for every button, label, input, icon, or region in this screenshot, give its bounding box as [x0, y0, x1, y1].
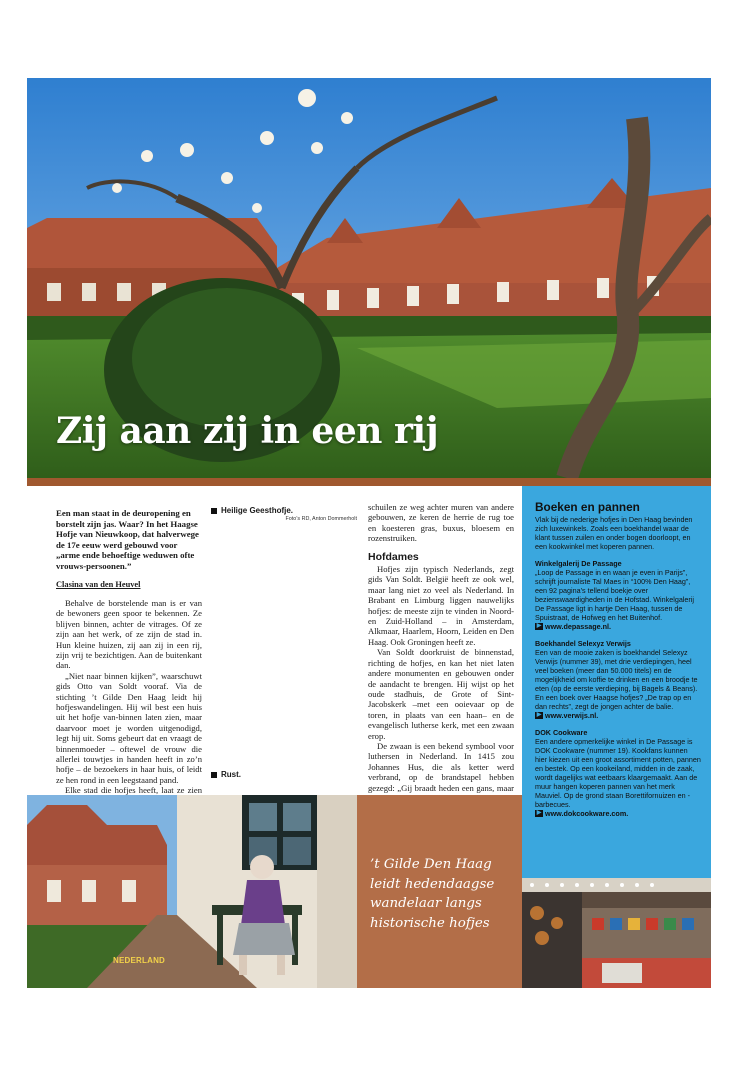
sidebar-box: [522, 486, 711, 878]
article-intro: Een man staat in de deuropening en borstelt zijn jas. Waar? In het Haagse Hofje van Nieuwkoop, dat halverwege de 17e eeuw werd gebouwd voor „arme ende behoeftige weduwen ofte vrouws-persoonen.”: [56, 508, 199, 571]
caption-bullet-icon: [211, 508, 217, 514]
paragraph: Behalve de borstelende man is er van de bewoners geen spoor te bekennen. Ze blijven binnen, achter de vitrages. Of ze zijn aan het werk, of ze zijn de stad in. Hun kleine huizen, zij aan zij in een rij, zijn vrij te bezichtigen. Aan de buitenkant dan.: [56, 597, 202, 671]
watermark: NEDERLAND: [113, 956, 166, 965]
byline: Clasina van den Heuvel: [56, 579, 141, 589]
shop-text: Een andere opmerkelijke winkel in De Passage is DOK Cookware (nummer 19). Kookfans kunnen hier kiezen uit een groot assortiment potten, pannen en bestek. Op een kookeiland, midden in de zaak, wordt dagelijks wat eetbaars klaargemaakt. Aan de muur hangen koperen pannen van het merk Mauviel. Op de grond staan Borettifornuizen en -barbecues.: [535, 737, 701, 809]
shop-name: Winkelgalerij De Passage: [535, 559, 622, 568]
paragraph: De zwaan is een bekend symbool voor luthersen in Nederland. In 1415 zou Johannes Hus, die als ketter werd verbrand, op de brandstapel hebben gezegd: „Gij braadt heden een gans, maar: [368, 740, 514, 793]
pull-quote: ’t Gilde Den Haag leidt hedendaagse wandelaar langs historische hofjes: [370, 857, 495, 931]
accent-strip: [27, 478, 711, 486]
headline: Zij aan zij in een rij: [56, 410, 439, 452]
caption-top: Heilige Geesthofje.: [211, 506, 293, 515]
paragraph: schuilen ze weg achter muren van andere gebouwen, ze keren de herrie de rug toe en koesteren gras, buxus, bloesem en rozenstruiken.: [368, 502, 514, 544]
arrow-icon: ▶: [536, 810, 542, 816]
shop-text: Een van de mooie zaken is boekhandel Selexyz Verwijs (nummer 39), met drie verdiepingen, heel veel boeken (meer dan 50.000 titels) en de mogelijkheid om koffie te drinken en een broodje te eten (op de eerste verdieping, bij Bagels & Beans). En een boek over Haagse hofjes? „De trap op en dan rechts”, zegt de jongen achter de balie.: [535, 648, 698, 711]
arrow-icon: ▶: [536, 712, 542, 718]
article-column-3: [368, 502, 514, 845]
photo-woman-on-bench: [27, 795, 357, 988]
paragraph: „Niet naar binnen kijken”, waarschuwt gids Otto van Soldt vooraf. Via de stichting ’t Gilde Den Haag leidt hij hofjeswandelingen. Hij wil best een huis uit het hofje van-binnen laten zien, maar daarvoor moet je worden uitgenodigd, legt hij uit. Soms gebeurt dat en vraagt de binnenmoeder – oftewel de vrouw die allerlei touwtjes in handen heeft in zo’n hofje – de bezoekers in haar huis, of leidt ze hen rond in een leegstaand pand.: [56, 670, 202, 785]
paragraph: Hofjes zijn typisch Nederlands, zegt gids Van Soldt. België heeft ze ook wel, maar lang niet zo veel als Nederland. In Brabant en Limburg liggen nauwelijks hofjes: de meeste zijn te vinden in Noord- en Zuid-Holland – in Amsterdam, Alkmaar, Haarlem, Hoorn, Leiden en Den Haag. Ook Groningen heeft ze.: [368, 564, 514, 647]
paragraph: Elke stad die hofjes heeft, laat ze zien: [65, 785, 202, 796]
sidebar-intro: Vlak bij de nederige hofjes in Den Haag bevinden zich luxewinkels. Zoals een boekhandel waar de klant tussen zuilen en onder bogen doorloopt, en een kookwinkel met koperen pannen.: [535, 515, 693, 551]
shop-text: „Loop de Passage in en waan je even in Parijs”, schrijft journaliste Tal Maes in “100% Den Haag”, een 92 pagina’s tellend boekje over bezienswaardigheden in de Hofstad. Winkelgalerij De Passage ligt in hartje Den Haag, tussen de Spuistraat, de Hofweg en het Buitenhof.: [535, 568, 695, 622]
subheading: Hofdames: [368, 550, 419, 563]
photo-credit: Foto’s RD, Anton Dommerholt: [285, 516, 357, 522]
photo-cookware-shop: [522, 878, 711, 988]
shop-name: DOK Cookware: [535, 728, 588, 737]
shop-name: Boekhandel Selexyz Verwijs: [535, 639, 631, 648]
paragraph: Van Soldt doorkruist de binnenstad, richting de hofjes, en kan het niet laten andere monumenten en gebouwen onder de aandacht te brengen. Hij wijst op het oude stadhuis, de Grote of Sint-Jacobskerk –met een ooievaar op de toren, in plaats van een haan– en de evangelisch lutherse kerk, met een zwaan erop.: [368, 647, 514, 741]
arrow-icon: ▶: [536, 623, 542, 629]
sidebar-title: Boeken en pannen: [535, 500, 640, 514]
caption-bottom: Rust.: [211, 770, 241, 779]
shop-link[interactable]: ▶ www.verwijs.nl.: [536, 711, 599, 720]
caption-bullet-icon: [211, 772, 217, 778]
shop-link[interactable]: ▶ www.depassage.nl.: [536, 622, 612, 631]
shop-link[interactable]: ▶ www.dokcookware.com.: [536, 809, 629, 818]
